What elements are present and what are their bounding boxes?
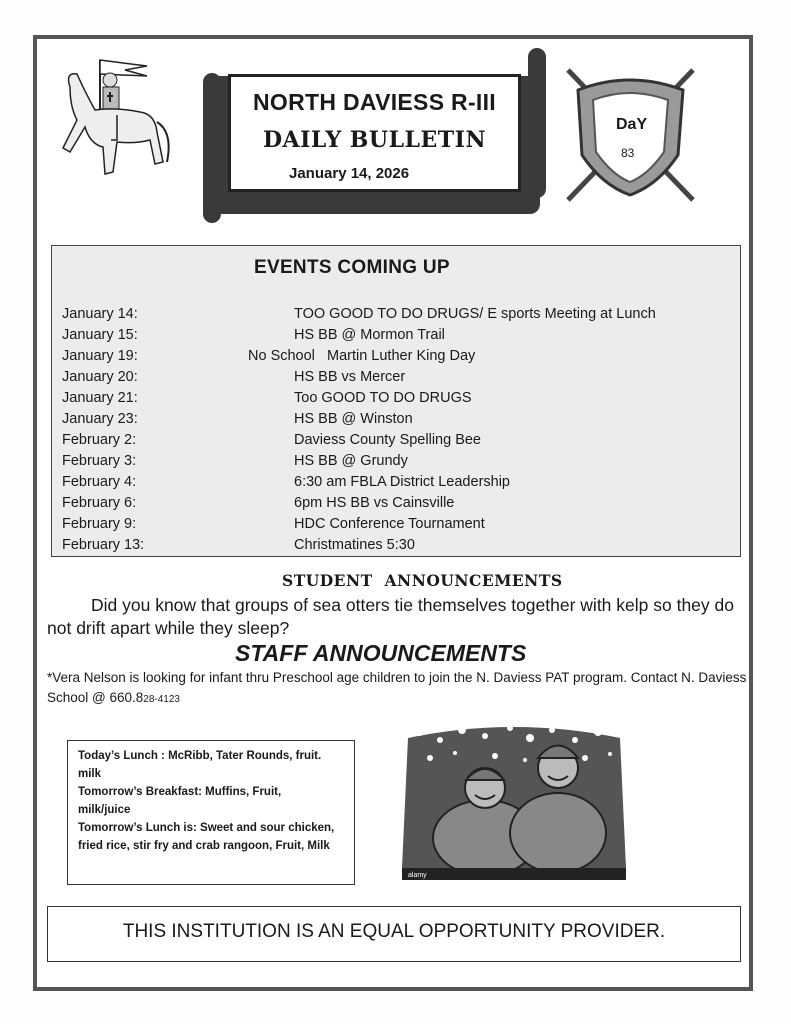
day-number: 83 [621, 146, 635, 160]
event-desc: HDC Conference Tournament [294, 516, 485, 532]
staff-announcements-heading: STAFF ANNOUNCEMENTS [235, 640, 527, 666]
equal-opportunity-notice: THIS INSTITUTION IS AN EQUAL OPPORTUNITY PROVIDER. [122, 921, 666, 942]
staff-announcement-main: *Vera Nelson is looking for infant thru Preschool age children to join the N. Daviess PAT program. Contact N. Daviess School @ 660.8 [47, 670, 747, 705]
student-announcement-text: Did you know that groups of sea otters tie themselves together with kelp so they do not drift apart while they sleep? [47, 595, 734, 638]
menu-lunch-tomorrow: Tomorrow’s Lunch is: Sweet and sour chicken, [78, 822, 335, 834]
event-date: February 3: [62, 453, 137, 469]
menu-box [67, 740, 355, 885]
event-desc: HS BB @ Grundy [294, 453, 408, 469]
event-date: February 2: [62, 432, 137, 448]
equal-opportunity-box [47, 906, 741, 962]
staff-phone-tail: 28-4123 [143, 694, 180, 705]
event-desc: HS BB @ Mormon Trail [294, 327, 445, 343]
menu-lunch-today: Today’s Lunch : McRibb, Tater Rounds, fruit. [78, 750, 322, 762]
event-date: January 19: [62, 348, 138, 364]
knight-horse-illustration [55, 52, 180, 202]
event-desc: 6:30 am FBLA District Leadership [294, 474, 510, 490]
event-date: January 21: [62, 390, 138, 406]
event-desc: 6pm HS BB vs Cainsville [294, 495, 455, 511]
school-name: NORTH DAVIESS R-III [253, 89, 496, 115]
event-date: January 15: [62, 327, 138, 343]
event-date: February 9: [62, 516, 137, 532]
bulletin-date: January 14, 2026 [289, 165, 410, 182]
shield-swords-icon [558, 60, 703, 208]
menu-breakfast-tomorrow-cont: milk/juice [78, 804, 131, 816]
event-desc: HS BB vs Mercer [294, 369, 406, 385]
events-heading: EVENTS COMING UP [254, 257, 450, 278]
event-desc: Daviess County Spelling Bee [294, 432, 481, 448]
bulletin-title: DAILY BULLETIN [262, 127, 487, 153]
cartoon-watermark: alamy [408, 872, 427, 879]
event-desc: HS BB @ Winston [294, 411, 413, 427]
student-announcements-heading: STUDENT ANNOUNCEMENTS [282, 571, 563, 590]
event-desc: TOO GOOD TO DO DRUGS/ E sports Meeting at Lunch [294, 306, 656, 322]
event-date: February 13: [62, 537, 145, 553]
menu-lunch-tomorrow-cont: fried rice, stir fry and crab rangoon, Fruit, Milk [78, 840, 330, 852]
event-date: January 14: [62, 306, 138, 322]
event-date: February 4: [62, 474, 137, 490]
event-date: January 20: [62, 369, 138, 385]
winter-cartoon-image [400, 718, 628, 880]
menu-lunch-today-cont: milk [78, 768, 102, 780]
menu-breakfast-tomorrow: Tomorrow’s Breakfast: Muffins, Fruit, [78, 786, 282, 798]
event-date: January 23: [62, 411, 138, 427]
event-desc: Christmatines 5:30 [294, 537, 415, 553]
staff-announcement-text [47, 668, 747, 710]
event-date: February 6: [62, 495, 137, 511]
day-label: DaY [616, 116, 648, 133]
event-desc: No School Martin Luther King Day [248, 348, 476, 364]
event-desc: Too GOOD TO DO DRUGS [294, 390, 472, 406]
title-box [228, 74, 521, 192]
